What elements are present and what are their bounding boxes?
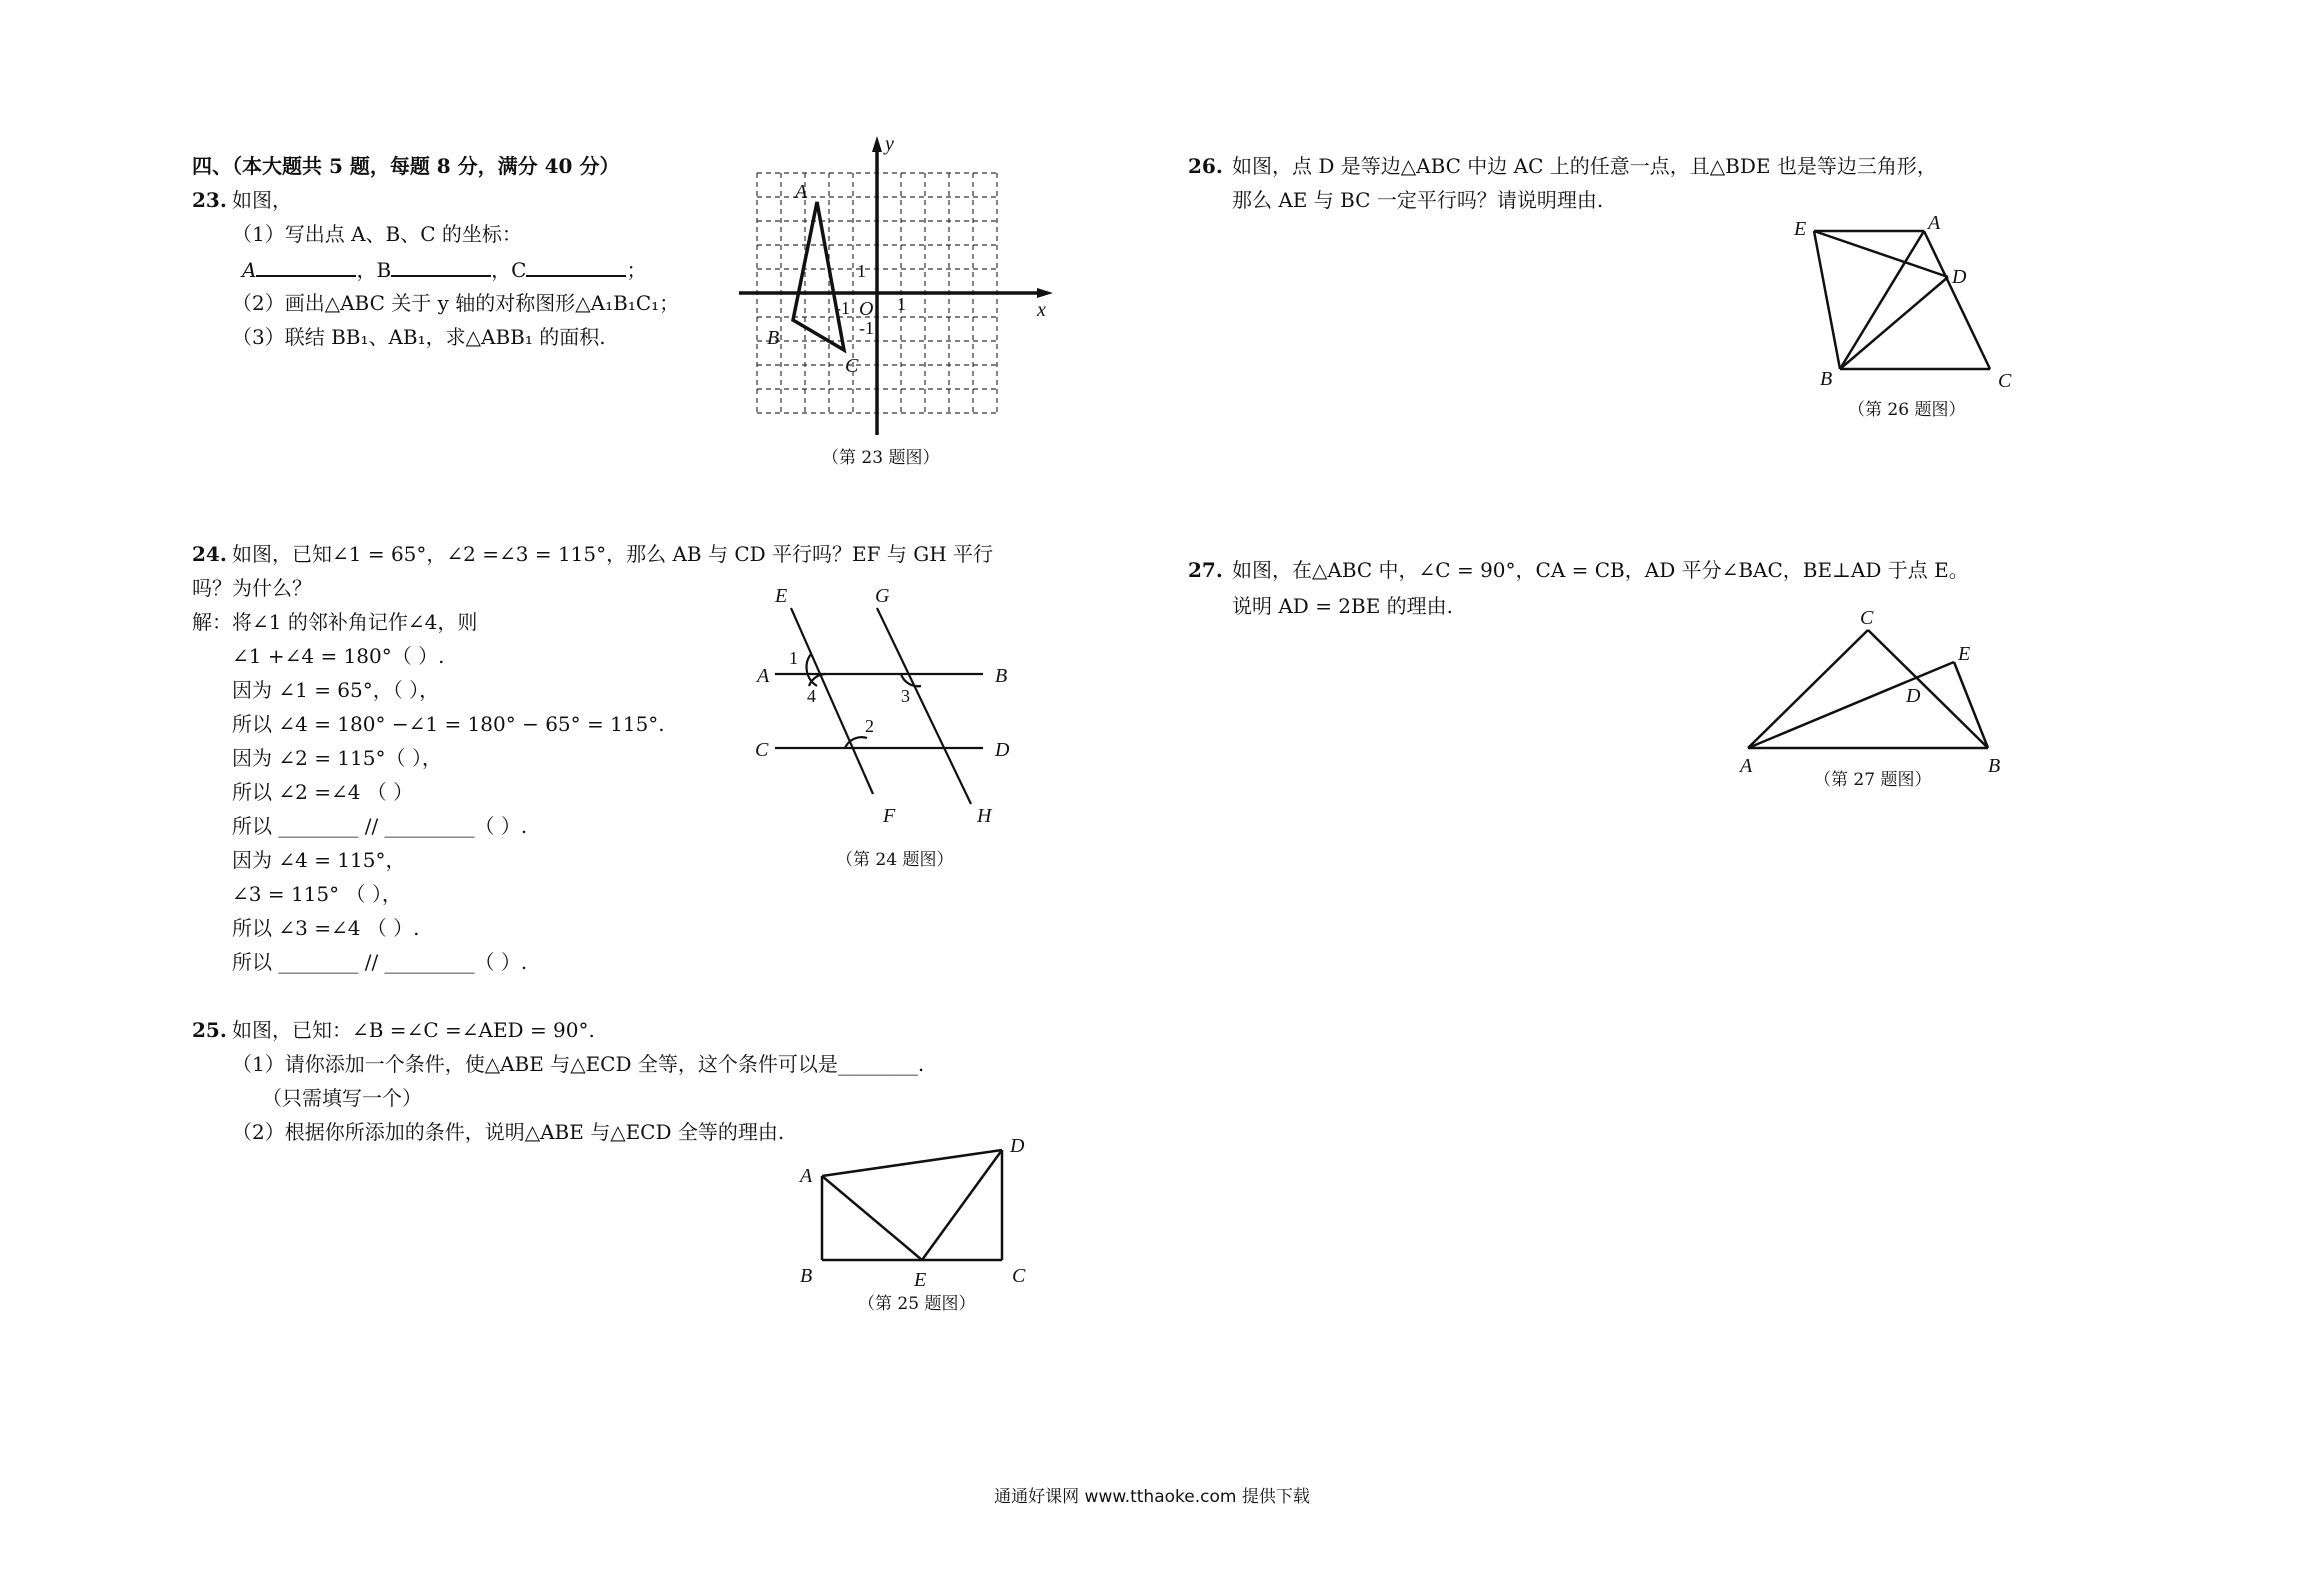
q25-part2: （2）根据你所添加的条件，说明△ABE 与△ECD 全等的理由. (232, 1120, 785, 1144)
line-label-H: H (977, 805, 992, 827)
blank-label-C: ，C (491, 258, 527, 282)
tick-x-minus1: -1 (835, 298, 850, 318)
section-title: 四、（本大题共 5 题，每题 8 分，满分 40 分） (192, 154, 620, 178)
q24-step-1: ∠1 +∠4 = 180°（ ）. (232, 644, 445, 668)
q27-number: 27. (1188, 558, 1223, 582)
q24-stem-line2: 吗？为什么？ (192, 576, 312, 600)
q24-step-6: 所以 ________ // _________（ ）. (232, 814, 528, 838)
point-C-label: C (1012, 1265, 1026, 1287)
line-label-A: A (757, 665, 770, 687)
point-B-label: B (800, 1265, 813, 1287)
q23-blanks (242, 257, 646, 282)
answer-blank-C[interactable] (526, 257, 626, 277)
q24-step-5: 所以 ∠2 =∠4 （ ） (232, 780, 414, 804)
q25-figure (790, 1130, 1050, 1300)
q26-stem-line2: 那么 AE 与 BC 一定平行吗？请说明理由. (1232, 188, 1604, 212)
q25-number: 25. (192, 1018, 227, 1042)
answer-blank-A[interactable] (256, 257, 356, 277)
q24-step-4: 因为 ∠2 = 115°（ ）， (232, 746, 442, 770)
q27-stem-line2: 说明 AD = 2BE 的理由. (1232, 594, 1454, 618)
q25-stem: 如图，已知：∠B =∠C =∠AED = 90°. (232, 1018, 595, 1042)
q25-part1-note: （只需填写一个） (262, 1086, 422, 1110)
q24-stem-line1: 如图，已知∠1 = 65°，∠2 =∠3 = 115°，那么 AB 与 CD 平行吗？EF 与 GH 平行 (232, 542, 994, 566)
q26-caption: （第 26 题图） (1848, 400, 1966, 420)
point-C-label: C (845, 355, 859, 377)
line-label-B: B (995, 665, 1008, 687)
angle-label-2: 2 (865, 716, 874, 736)
q26-stem-line1: 如图，点 D 是等边△ABC 中边 AC 上的任意一点，且△BDE 也是等边三角形， (1232, 154, 1937, 178)
point-C-label: C (1860, 607, 1874, 629)
answer-blank-B[interactable] (391, 257, 491, 277)
point-D-label: D (1906, 685, 1921, 707)
q27-figure (1720, 600, 2040, 780)
point-E-label: E (1794, 218, 1807, 240)
q24-step-3: 所以 ∠4 = 180° −∠1 = 180° − 65° = 115°. (232, 712, 665, 736)
q24-caption: （第 24 题图） (836, 850, 954, 870)
point-B-label: B (767, 327, 780, 349)
page-footer: 通通好课网 www.tthaoke.com 提供下载 (994, 1487, 1310, 1507)
origin-label: O (859, 298, 874, 320)
q24-step-10: 所以 ________ // _________（ ）. (232, 950, 528, 974)
q26-figure (1780, 205, 2040, 405)
point-A-label: A (1740, 755, 1753, 777)
q23-part3: （3）联结 BB₁、AB₁，求△ABB₁ 的面积. (232, 325, 606, 349)
blank-label-A: A (242, 258, 257, 282)
point-B-label: B (1820, 368, 1833, 390)
q24-step-7: 因为 ∠4 = 115°， (232, 848, 406, 872)
q24-parallel-lines-figure (745, 582, 1025, 842)
line-label-F: F (883, 805, 896, 827)
q23-part1: （1）写出点 A、B、C 的坐标： (232, 222, 522, 246)
angle-label-4: 4 (807, 686, 816, 706)
q24-number: 24. (192, 542, 227, 566)
tick-x-1: 1 (897, 294, 906, 314)
blank-end: ； (626, 258, 647, 282)
point-C-label: C (1998, 370, 2012, 392)
q27-stem-line1: 如图，在△ABC 中，∠C = 90°，CA = CB，AD 平分∠BAC，BE⊥AD 于点 E。 (1232, 558, 1969, 582)
point-A-label: A (800, 1165, 813, 1187)
point-E-label: E (914, 1269, 927, 1291)
y-axis-label: y (885, 133, 894, 155)
point-A-label: A (795, 181, 808, 203)
line-label-C: C (755, 739, 769, 761)
point-B-label: B (1988, 755, 2001, 777)
q24-step-2: 因为 ∠1 = 65°，（ ）， (232, 678, 440, 702)
q23-number: 23. (192, 188, 227, 212)
point-D-label: D (1010, 1135, 1025, 1157)
q24-step-8: ∠3 = 115° （ ）， (232, 882, 402, 906)
q27-caption: （第 27 题图） (1814, 770, 1932, 790)
point-A-label: A (1928, 212, 1941, 234)
angle-label-1: 1 (789, 648, 798, 668)
q23-caption: （第 23 题图） (822, 448, 940, 468)
line-label-D: D (995, 739, 1010, 761)
point-D-label: D (1952, 266, 1967, 288)
tick-y-minus1: -1 (859, 318, 874, 338)
point-E-label: E (1958, 643, 1971, 665)
blank-label-B: ，B (356, 258, 392, 282)
angle-label-3: 3 (901, 686, 910, 706)
tick-y-1: 1 (857, 261, 866, 281)
q24-step-9: 所以 ∠3 =∠4 （ ）. (232, 916, 420, 940)
x-axis-label: x (1037, 299, 1046, 321)
q25-caption: （第 25 题图） (858, 1294, 976, 1314)
line-label-G: G (875, 585, 890, 607)
q26-number: 26. (1188, 154, 1223, 178)
line-label-E: E (775, 585, 788, 607)
q23-grid-figure (725, 130, 1065, 475)
q24-solution-intro: 解：将∠1 的邻补角记作∠4，则 (192, 610, 478, 634)
q25-part1: （1）请你添加一个条件，使△ABE 与△ECD 全等，这个条件可以是________. (232, 1052, 925, 1076)
q23-part2: （2）画出△ABC 关于 y 轴的对称图形△A₁B₁C₁； (232, 291, 680, 315)
q23-intro: 如图， (232, 188, 292, 212)
